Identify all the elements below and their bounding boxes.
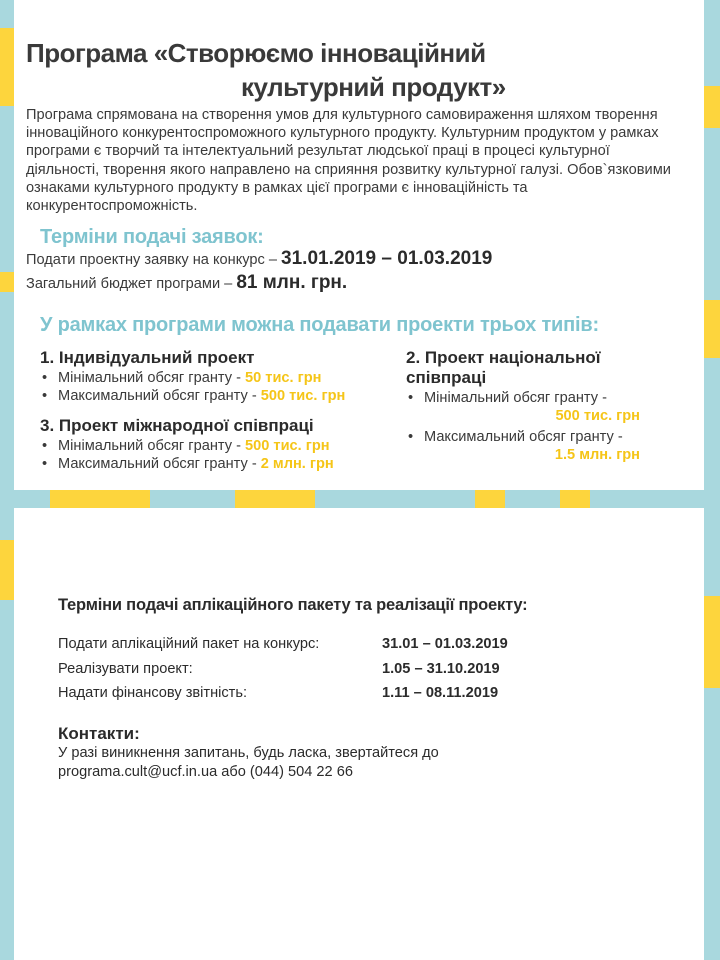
- min-grant-item: • Мінімальний обсяг гранту - 500 тис. грн: [406, 390, 642, 425]
- schedule-heading: Терміни подачі аплікаційного пакету та реалізації проекту:: [58, 596, 528, 614]
- schedule-row-value: 1.05 – 31.10.2019: [382, 661, 500, 677]
- max-grant-value: 1.5 млн. грн: [554, 446, 640, 463]
- program-description: Програма спрямована на створення умов для культурного самовираження шляхом творення інноваційного конкурентоспроможного культурного продукту. Культурним продуктом у рамках програми є творчий та інтелектуальний результат людської праці в процесі культурної діяльності, творення якого направлено на сприяння розвитку культурної галузі. Обов`язковими ознаками культурного продукту в рамках цієї програми є інноваційність та конкурентоспроможність.: [26, 107, 671, 215]
- min-grant-item: • Мінімальний обсяг гранту - 50 тис. грн: [40, 370, 400, 388]
- max-grant-item: • Максимальний обсяг гранту - 1.5 млн. грн: [406, 429, 642, 464]
- schedule-row-value: 1.11 – 08.11.2019: [382, 685, 499, 701]
- title-line-1: Програма «Створюємо інноваційний: [26, 38, 486, 68]
- program-title: [26, 36, 506, 104]
- title-line-2: культурний продукт»: [241, 72, 506, 102]
- right-yellow-stripe-mid: [704, 300, 720, 358]
- project-individual: [40, 348, 400, 405]
- min-grant-value: 500 тис. грн: [245, 438, 330, 454]
- bottom-yellow-stripe-4: [560, 490, 590, 508]
- schedule-row: [58, 685, 499, 701]
- right-yellow-stripe-bottom: [704, 596, 720, 688]
- contacts-text: [58, 744, 618, 782]
- max-grant-value: 500 тис. грн: [260, 387, 346, 404]
- contacts-line-2: programa.cult@ucf.in.ua або (044) 504 22 66: [58, 764, 353, 780]
- project-title: 2. Проект національної співпраці: [406, 348, 601, 387]
- max-grant-value: 2 млн. грн: [260, 455, 334, 472]
- project-title: 1. Індивідуальний проект: [40, 348, 255, 367]
- schedule-row: [58, 636, 508, 652]
- bottom-yellow-stripe-3: [475, 490, 505, 508]
- deadlines-heading: Терміни подачі заявок:: [40, 226, 264, 248]
- min-grant-item: • Мінімальний обсяг гранту - 500 тис. грн: [40, 438, 400, 456]
- project-types-heading: У рамках програми можна подавати проекти трьох типів:: [40, 314, 599, 336]
- left-yellow-stripe-lower: [0, 272, 14, 292]
- apply-deadline-label: Подати проектну заявку на конкурс –: [26, 252, 277, 268]
- min-grant-value: 50 тис. грн: [245, 370, 322, 386]
- bottom-yellow-stripe-2: [235, 490, 315, 508]
- max-grant-item: • Максимальний обсяг гранту - 2 млн. грн: [40, 456, 400, 474]
- schedule-row-label: Надати фінансову звітність:: [58, 685, 248, 701]
- apply-deadline-value: 31.01.2019 – 01.03.2019: [281, 248, 493, 269]
- project-title: 3. Проект міжнародної співпраці: [40, 416, 314, 435]
- contacts-heading: Контакти:: [58, 724, 140, 743]
- apply-deadline: [26, 248, 492, 270]
- max-grant-item: • Максимальний обсяг гранту - 500 тис. грн: [40, 388, 400, 406]
- schedule-row: [58, 661, 500, 677]
- budget-label: Загальний бюджет програми –: [26, 276, 233, 292]
- left-yellow-stripe-top: [0, 28, 14, 106]
- budget-line: [26, 272, 347, 294]
- project-international: [40, 416, 400, 473]
- schedule-row-label: Реалізувати проект:: [58, 661, 193, 677]
- min-grant-value: 500 тис. грн: [555, 407, 640, 424]
- bottom-yellow-stripe-1: [50, 490, 150, 508]
- schedule-row-label: Подати аплікаційний пакет на конкурс:: [58, 636, 320, 652]
- right-yellow-stripe-top: [704, 86, 720, 128]
- budget-value: 81 млн. грн.: [236, 272, 348, 293]
- left-yellow-stripe-bottom: [0, 540, 14, 600]
- schedule-row-value: 31.01 – 01.03.2019: [382, 636, 508, 652]
- contacts-line-1: У разі виникнення запитань, будь ласка, звертайтеся до: [58, 745, 439, 761]
- project-national: [406, 348, 642, 464]
